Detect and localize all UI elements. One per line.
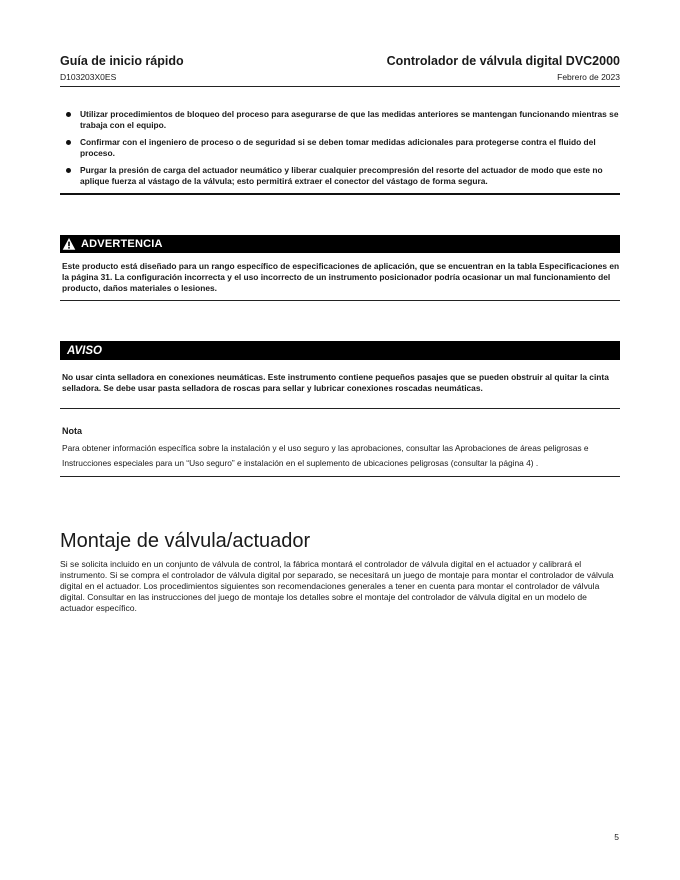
section-title: Montaje de válvula/actuador (60, 530, 311, 552)
warning-banner (60, 235, 620, 253)
warning-triangle-icon (62, 237, 76, 251)
list-item: Confirmar con el ingeniero de proceso o de seguridad si se deben tomar medidas adicionales para protegerse contra el fluido del proceso. (80, 137, 620, 159)
safety-bullet-list (60, 109, 620, 187)
page-header (60, 54, 620, 83)
note-text: Para obtener información específica sobre la instalación y el uso seguro y las aprobaciones, consultar las Aprobaciones de áreas peligrosas e Instrucciones especiales para un “Uso seguro” e instalación en el suplemento de ubicaciones peligrosas (consultar la página 4) . (62, 443, 589, 468)
list-item: Utilizar procedimientos de bloqueo del proceso para asegurarse de que las medidas anteriores se mantengan funcionando mientras se trabaja con el equipo. (80, 109, 619, 130)
page-content (60, 54, 620, 614)
header-divider (60, 86, 620, 87)
section-body: Si se solicita incluido en un conjunto de válvula de control, la fábrica montará el controlador de válvula digital en el actuador y calibrará el instrumento. Si se compra el controlador de válvula digital por separado, se necesitará un juego de montaje para montar el controlador de válvula digital en el actuador. Los procedimientos siguientes son recomendaciones generales a tener en cuenta para montar el controlador de válvula digital. Consultar en las instrucciones del juego de montaje los detalles sobre el montaje del controlador de válvula digital en un modelo de actuador específico. (60, 559, 614, 613)
note-heading: Nota (62, 426, 82, 436)
publication-date: Febrero de 2023 (557, 72, 620, 82)
warning-label: ADVERTENCIA (81, 238, 163, 250)
warning-divider (60, 300, 620, 301)
notice-label: AVISO (67, 344, 102, 357)
product-title: Controlador de válvula digital DVC2000 (386, 54, 620, 68)
note-divider (60, 476, 620, 477)
notice-banner (60, 341, 620, 360)
notice-text: No usar cinta selladora en conexiones neumáticas. Este instrumento contiene pequeños pasajes que se pueden obstruir al quitar la cinta selladora. Se debe usar pasta selladora de roscas para sellar y lubricar conexiones roscadas neumáticas. (62, 372, 609, 393)
guide-title: Guía de inicio rápido (60, 54, 184, 68)
document-number: D103203X0ES (60, 72, 117, 82)
list-item: Purgar la presión de carga del actuador neumático y liberar cualquier precompresión del resorte del actuador de modo que este no aplique fuerza al vástago de la válvula; esto permitirá extraer el conector del vástago de forma segura. (80, 165, 620, 187)
warning-text: Este producto está diseñado para un rango específico de especificaciones de aplicación, que se encuentran en la tabla Especificaciones en la página 31. La configuración incorrecta y el uso incorrecto de un instrumento posicionador podría ocasionar un mal funcionamiento del producto, daños materiales o lesiones. (62, 261, 620, 293)
page-number: 5 (614, 832, 619, 842)
note-block (60, 409, 620, 476)
bullets-divider (60, 193, 620, 195)
